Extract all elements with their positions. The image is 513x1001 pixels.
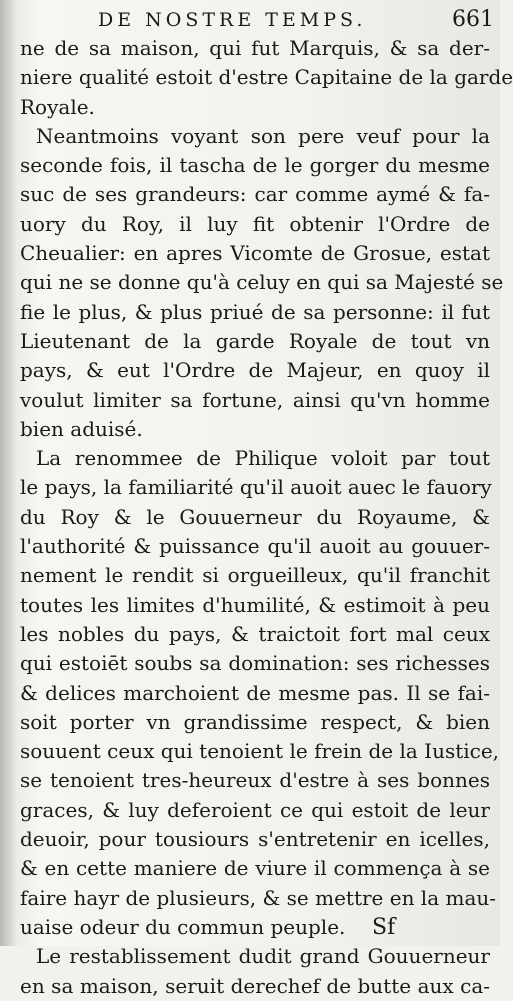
body-text	[20, 34, 513, 1001]
text-line: suc de ses grandeurs: car comme aymé & fa-	[20, 182, 490, 207]
text-line: bien aduisé.	[20, 416, 143, 441]
text-line: faire hayr de plusieurs, & se mettre en la mau-	[20, 885, 497, 910]
text-line: pays, & eut l'Ordre de Majeur, en quoy il	[20, 358, 490, 383]
text-line: voulut limiter sa fortune, ainsi qu'vn homme	[20, 387, 490, 412]
running-head	[0, 6, 500, 34]
text-line: nement le rendit si orgueilleux, qu'il franchit	[20, 563, 490, 588]
text-line: en sa maison, seruit derechef de butte aux ca-	[20, 973, 490, 998]
text-line: les nobles du pays, & traictoit fort mal ceux	[20, 621, 490, 646]
text-line: se tenoient tres-heureux d'estre à ses bonnes	[20, 768, 490, 793]
text-line: qui ne se donne qu'à celuy en qui sa Majesté se	[20, 270, 504, 295]
text-line: le pays, la familiarité qu'il auoit auec le fauory	[20, 475, 492, 500]
paragraph-start-line: Neantmoins voyant son pere veuf pour la	[36, 123, 490, 148]
text-line: Royale.	[20, 94, 95, 119]
text-line: l'authorité & puissance qu'il auoit au gouuer-	[20, 534, 490, 559]
text-line: Lieutenant de la garde Royale de tout vn	[20, 328, 490, 353]
text-line: soit porter vn grandissime respect, & bien	[20, 709, 490, 734]
paragraph-start-line: La renommee de Philique voloit par tout	[36, 446, 490, 471]
text-line: Cheualier: en apres Vicomte de Grosue, estat	[20, 241, 490, 266]
text-line: qui estoiēt soubs sa domination: ses richesses	[20, 651, 490, 676]
text-line: & delices marchoient de mesme pas. Il se fai-	[20, 680, 490, 705]
text-line: graces, & luy deferoient ce qui estoit de leur	[20, 797, 490, 822]
text-line: toutes les limites d'humilité, & estimoit à peu	[20, 592, 490, 617]
text-line: niere qualité estoit d'estre Capitaine de la garde	[20, 65, 513, 90]
running-head-title: DE NOSTRE TEMPS.	[98, 9, 367, 31]
text-line: souuent ceux qui tenoient le frein de la Iustice,	[20, 739, 500, 764]
page-gutter-shadow	[0, 0, 16, 946]
text-line: uory du Roy, il luy fit obtenir l'Ordre de	[20, 211, 490, 236]
text-line: seconde fois, il tascha de le gorger du mesme	[20, 153, 490, 178]
page-number: 661	[452, 7, 494, 32]
text-line: & en cette maniere de viure il commença à se	[20, 856, 490, 881]
signature-mark: Sf	[372, 915, 396, 940]
text-line: ne de sa maison, qui fut Marquis, & sa der-	[20, 36, 490, 60]
text-line: du Roy & le Gouuerneur du Royaume, &	[20, 504, 490, 529]
paragraph-start-line: Le restablissement dudit grand Gouuerneur	[36, 944, 490, 969]
text-line: fie le plus, & plus priué de sa personne: il fut	[20, 299, 490, 324]
text-line: uaise odeur du commun peuple.	[20, 914, 346, 939]
text-line: deuoir, pour tousiours s'entretenir en icelles,	[20, 827, 490, 852]
